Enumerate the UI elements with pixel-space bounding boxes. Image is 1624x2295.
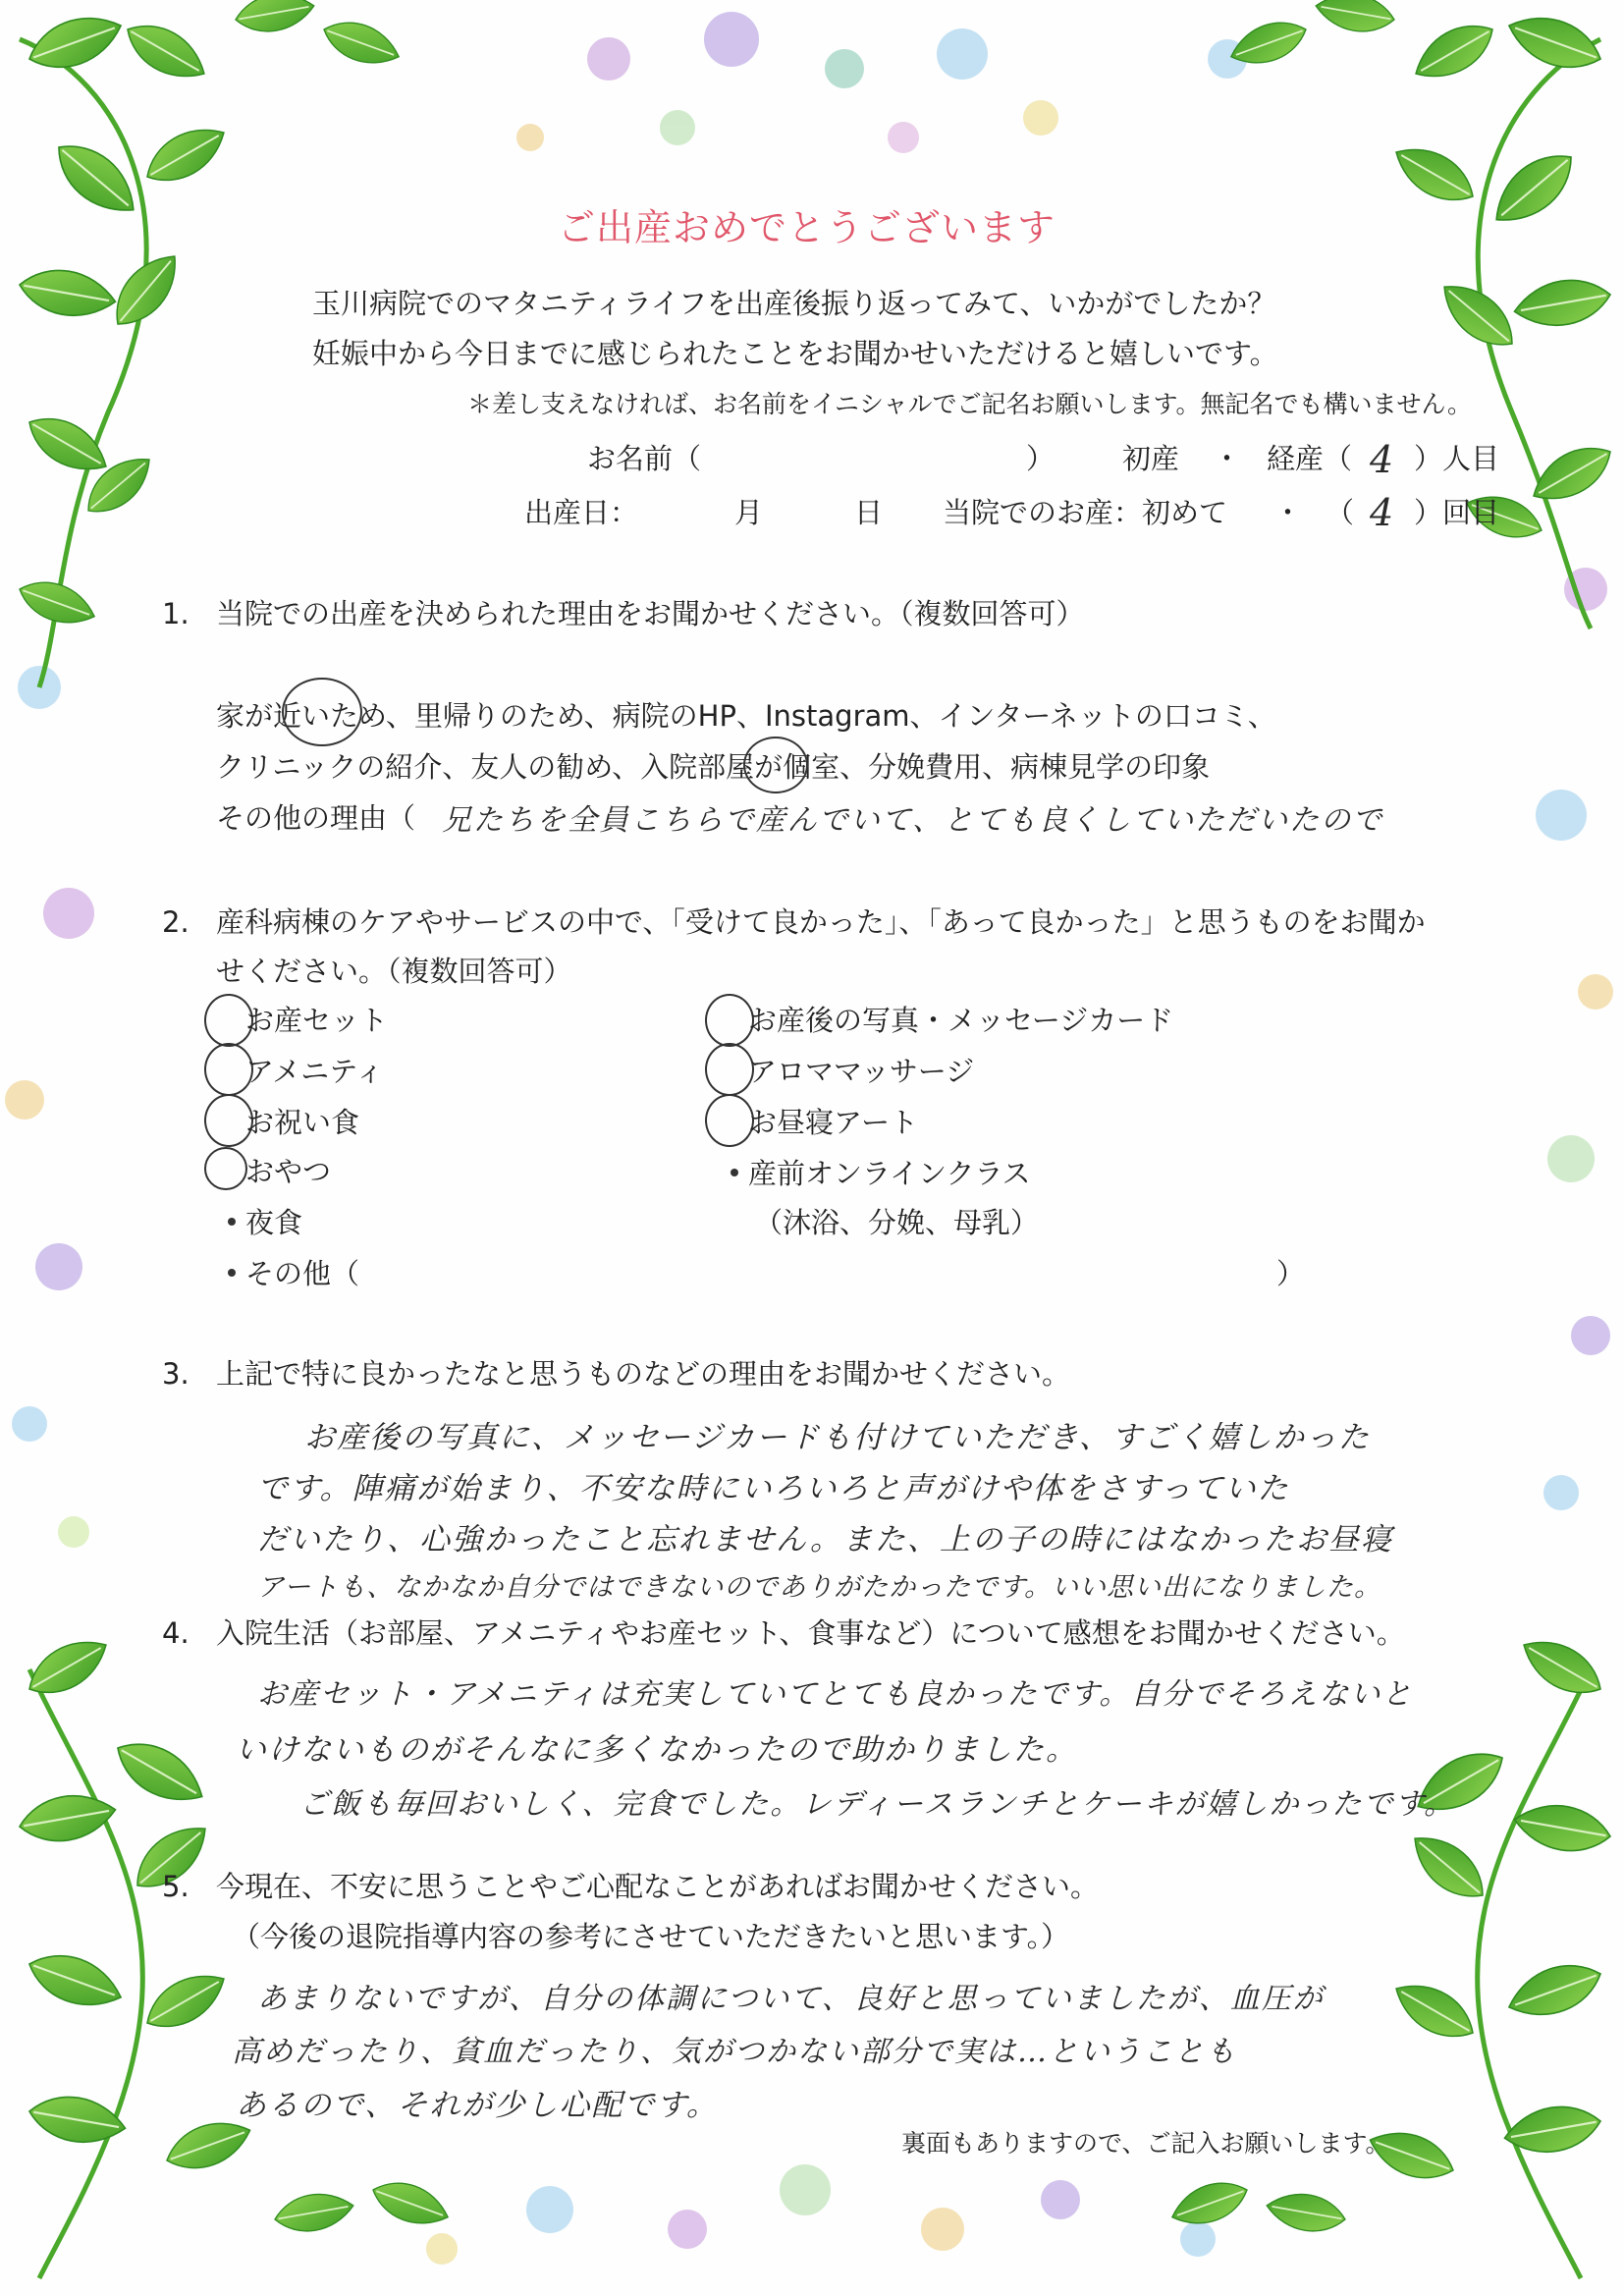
q5-subnote: （今後の退院指導内容の参考にさせていただきたいと思います。）	[232, 1920, 1070, 1953]
q5-question: 今現在、不安に思うことやご心配なことがあればお聞かせください。	[216, 1870, 1100, 1903]
q2-question-line-2: せください。（複数回答可）	[216, 955, 572, 988]
q5-answer-line-2[interactable]: 高めだったり、貧血だったり、気がつかない部分で実は…ということも	[232, 2035, 1237, 2069]
hospital-births-separator: ・	[1273, 496, 1303, 529]
name-label: お名前（	[587, 442, 702, 475]
q2-option-amenity[interactable]: アメニティ	[245, 1055, 384, 1088]
q1-options-line-2[interactable]: クリニックの紹介、友人の勧め、入院部屋が個室、分娩費用、病棟見学の印象	[216, 750, 1211, 784]
q1-options-line-1[interactable]: 家が近いため、里帰りのため、病院のHP、Instagram、インターネットの口コミ、	[216, 699, 1276, 733]
day-label: 日	[854, 496, 884, 529]
q1-circle-private-room	[743, 737, 808, 793]
name-note: ＊差し支えなければ、お名前をイニシャルでご記名お願いします。無記名でも構いません。	[467, 390, 1473, 418]
q3-answer-line-4[interactable]: アートも、なかなか自分ではできないのでありがたかったです。いい思い出になりました。	[257, 1572, 1382, 1603]
q2-online-class-detail: （沐浴、分娩、母乳）	[754, 1206, 1040, 1239]
q2-number: 2.	[162, 905, 189, 939]
q4-answer-line-1[interactable]: お産セット・アメニティは充実していてとても良かったです。自分でそろえないと	[257, 1677, 1414, 1712]
q3-number: 3.	[162, 1357, 189, 1391]
vine-top-right	[1225, 0, 1620, 628]
q5-answer-line-3[interactable]: あるので、それが少し心配です。	[236, 2088, 719, 2123]
q2-option-aroma-massage[interactable]: アロママッサージ	[748, 1055, 975, 1088]
hospital-births-open: （	[1326, 496, 1355, 529]
q2-option-night-meal[interactable]: 夜食	[245, 1206, 303, 1239]
q3-answer-line-2[interactable]: です。陣痛が始まり、不安な時にいろいろと声がけや体をさすっていた	[257, 1471, 1290, 1506]
q4-answer-line-2[interactable]: いけないものがそんなに多くなかったので助かりました。	[236, 1732, 1078, 1768]
birth-date-label: 出産日：	[524, 496, 639, 529]
q2-option-snack[interactable]: おやつ	[245, 1155, 332, 1188]
q4-answer-line-3[interactable]: ご飯も毎回おいしく、完食でした。レディースランチとケーキが嬉しかったです。	[299, 1787, 1456, 1822]
page-title: ご出産おめでとうございます	[558, 206, 1056, 249]
month-label: 月	[734, 496, 764, 529]
hospital-births-label: 当院でのお産：初めて	[943, 496, 1228, 529]
q2-bullet-other	[228, 1269, 236, 1277]
q2-check-nap-art	[705, 1094, 754, 1147]
q2-bullet-night-meal	[228, 1218, 236, 1226]
q3-answer-line-1[interactable]: お産後の写真に、メッセージカードも付けていただき、すごく嬉しかった	[304, 1420, 1371, 1455]
intro-line-2: 妊娠中から今日までに感じられたことをお聞かせいただけると嬉しいです。	[312, 337, 1278, 370]
q2-option-celebration-meal[interactable]: お祝い食	[245, 1106, 360, 1139]
multi-birth-value[interactable]: 4	[1370, 438, 1396, 481]
q2-other-close: ）	[1276, 1257, 1306, 1290]
q2-check-snack	[204, 1147, 247, 1190]
q2-option-online-class[interactable]: 産前オンラインクラス	[748, 1157, 1031, 1190]
q2-option-other[interactable]: その他（	[245, 1257, 360, 1290]
name-close: ）	[1026, 442, 1056, 475]
q1-circle-near	[282, 678, 362, 746]
hospital-births-unit: ）回目	[1414, 496, 1500, 529]
multi-birth-unit: ）人目	[1414, 442, 1500, 475]
intro-line-1: 玉川病院でのマタニティライフを出産後振り返ってみて、いかがでしたか？	[312, 287, 1276, 320]
first-birth-option[interactable]: 初産	[1122, 442, 1180, 475]
footer-note: 裏面もありますので、ご記入お願いします。	[901, 2129, 1390, 2158]
name-field[interactable]	[727, 442, 1021, 477]
q3-answer-line-3[interactable]: だいたり、心強かったこと忘れません。また、上の子の時にはなかったお昼寝	[257, 1522, 1393, 1557]
q2-option-photo-card[interactable]: お産後の写真・メッセージカード	[748, 1004, 1174, 1037]
q1-other-answer[interactable]: 兄たちを全員こちらで産んでいて、とても良くしていただいたので	[442, 803, 1384, 838]
q2-question-line-1: 産科病棟のケアやサービスの中で、「受けて良かった」、「あって良かった」と思うものをお聞か	[216, 905, 1426, 939]
q5-number: 5.	[162, 1870, 189, 1903]
q2-option-nap-art[interactable]: お昼寝アート	[748, 1106, 919, 1139]
q2-bullet-online-class	[731, 1169, 738, 1176]
q2-option-maternity-set[interactable]: お産セット	[245, 1004, 389, 1037]
q2-check-photo-card	[705, 994, 754, 1047]
q2-check-aroma-massage	[705, 1043, 754, 1096]
q1-question: 当院での出産を決められた理由をお聞かせください。（複数回答可）	[216, 597, 1085, 630]
q1-number: 1.	[162, 597, 189, 630]
q4-question: 入院生活（お部屋、アメニティやお産セット、食事など）について感想をお聞かせください。	[216, 1616, 1405, 1650]
birth-separator: ・	[1213, 442, 1242, 475]
q5-answer-line-1[interactable]: あまりないですが、自分の体調について、良好と思っていましたが、血圧が	[257, 1982, 1325, 2016]
q1-other-label: その他の理由（	[216, 801, 416, 835]
multi-birth-option[interactable]: 経産（	[1267, 442, 1353, 475]
q3-question: 上記で特に良かったなと思うものなどの理由をお聞かせください。	[216, 1357, 1071, 1391]
hospital-births-value[interactable]: 4	[1370, 491, 1396, 534]
vine-bottom-right	[1166, 1627, 1614, 2278]
q4-number: 4.	[162, 1616, 189, 1650]
